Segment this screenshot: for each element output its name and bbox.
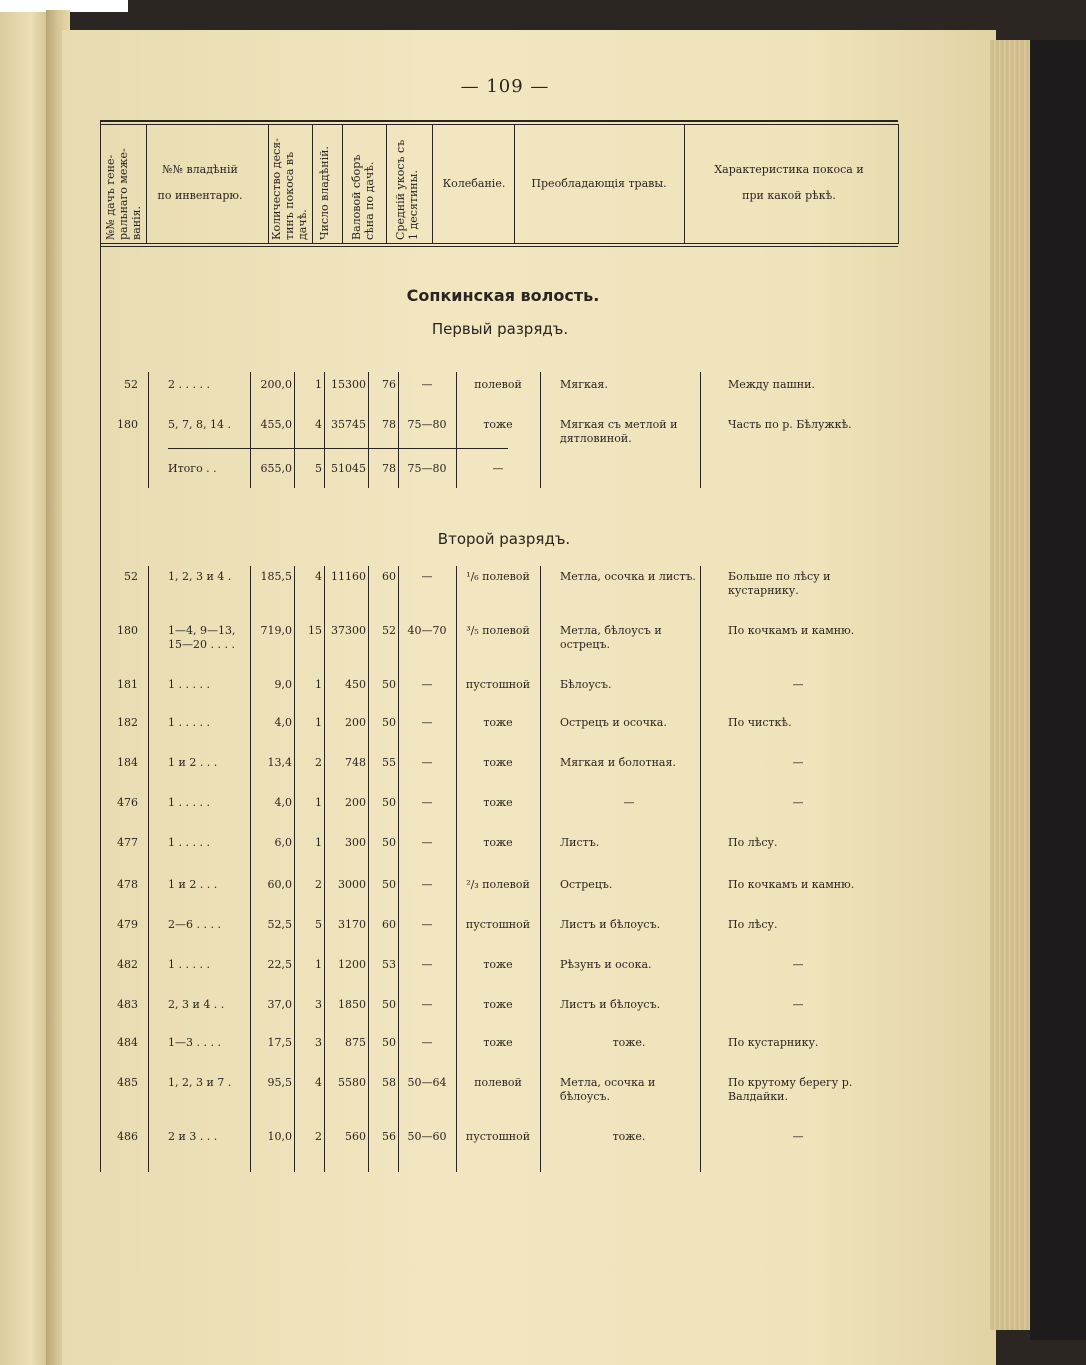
rank2-row-4-dacha: 184 <box>117 756 138 769</box>
rank2-row-4-ukos: 55 <box>382 756 396 769</box>
rank2-row-1-desyatin: 719,0 <box>260 624 292 637</box>
rank1-total-rod: — <box>492 462 504 475</box>
rank2-row-13-desyatin: 10,0 <box>267 1130 292 1143</box>
rank2-row-11-travy: тоже. <box>612 1036 646 1049</box>
rank2-row-11-sbor: 875 <box>345 1036 366 1049</box>
rank1-row-0-chislo: 1 <box>315 378 322 391</box>
rank2-row-9-desyatin: 22,5 <box>267 958 292 971</box>
total-rule <box>168 448 508 449</box>
rank2-row-2-rod: пустошной <box>465 678 531 691</box>
rank2-row-12-harakteristika: По крутому берегу р. Валдайки. <box>728 1076 853 1103</box>
rank2-row-4-desyatin: 13,4 <box>267 756 292 769</box>
rank2-row-5-rod: тоже <box>483 796 513 809</box>
book-cover <box>1030 40 1086 1340</box>
rank1-row-1-kolebanie: 75—80 <box>407 418 447 431</box>
rank2-row-2-vladeniya: 1 . . . . . <box>168 678 210 691</box>
rank1-row-1-vladeniya: 5, 7, 8, 14 . <box>168 418 231 431</box>
rank2-row-11-dacha: 484 <box>117 1036 138 1049</box>
rank2-row-5-travy: — <box>623 796 635 809</box>
rank2-row-3-dacha: 182 <box>117 716 138 729</box>
rank1-row-1-ukos: 78 <box>382 418 396 431</box>
rank2-row-12-desyatin: 95,5 <box>267 1076 292 1089</box>
rank2-row-9-vladeniya: 1 . . . . . <box>168 958 210 971</box>
rank2-row-2-chislo: 1 <box>315 678 322 691</box>
rank2-row-9-travy: Рѣзунъ и осока. <box>560 958 652 971</box>
header-inventar: по инвентарю. <box>157 189 243 202</box>
header-kolebanie: Колебаніе. <box>442 177 506 190</box>
rank1-total-sbor: 51045 <box>331 462 366 475</box>
rank2-row-6-vladeniya: 1 . . . . . <box>168 836 210 849</box>
rank2-row-8-harakteristika: По лѣсу. <box>728 918 778 931</box>
rank2-row-7-kolebanie: — <box>421 878 433 891</box>
rank2-row-12-chislo: 4 <box>315 1076 322 1089</box>
rank1-total-ukos: 78 <box>382 462 396 475</box>
rank2-row-12-vladeniya: 1, 2, 3 и 7 . <box>168 1076 232 1089</box>
rank2-col-rule-7 <box>540 566 541 1172</box>
rank2-row-11-rod: тоже <box>483 1036 513 1049</box>
rank2-row-4-travy: Мягкая и болотная. <box>560 756 676 769</box>
rank2-row-13-rod: пустошной <box>465 1130 531 1143</box>
rank2-row-6-chislo: 1 <box>315 836 322 849</box>
rank2-row-13-chislo: 2 <box>315 1130 322 1143</box>
rank1-col-rule-2 <box>294 372 295 488</box>
rank2-col-rule-6 <box>456 566 457 1172</box>
rank2-row-0-chislo: 4 <box>315 570 322 583</box>
rank2-row-6-sbor: 300 <box>345 836 366 849</box>
rank1-title: Первый разрядъ. <box>431 320 569 338</box>
rank2-row-3-desyatin: 4,0 <box>274 716 292 729</box>
rank2-row-8-chislo: 5 <box>315 918 322 931</box>
header-dacha: №№ дачъ гене- ральнаго меже- ванія. <box>104 148 143 240</box>
rank2-row-1-dacha: 180 <box>117 624 138 637</box>
rank2-row-0-rod: ¹/₆ полевой <box>466 570 530 583</box>
rank2-row-1-kolebanie: 40—70 <box>407 624 447 637</box>
rank1-row-0-desyatin: 200,0 <box>260 378 292 391</box>
rank2-title: Второй разрядъ. <box>437 530 571 548</box>
rank2-row-10-rod: тоже <box>483 998 513 1011</box>
rank2-row-10-chislo: 3 <box>315 998 322 1011</box>
rank2-row-11-harakteristika: По кустарнику. <box>728 1036 819 1049</box>
rank2-row-10-ukos: 50 <box>382 998 396 1011</box>
rank2-row-0-vladeniya: 1, 2, 3 и 4 . <box>168 570 232 583</box>
rank2-row-8-desyatin: 52,5 <box>267 918 292 931</box>
rank2-row-11-kolebanie: — <box>421 1036 433 1049</box>
rank2-row-4-kolebanie: — <box>421 756 433 769</box>
table-top-rule <box>100 120 898 122</box>
rank2-row-0-harakteristika: Больше по лѣсу и кустарнику. <box>728 570 831 597</box>
rank2-row-2-travy: Бѣлоусъ. <box>560 678 612 691</box>
rank2-row-7-travy: Острецъ. <box>560 878 613 891</box>
rank1-row-0-vladeniya: 2 . . . . . <box>168 378 210 391</box>
rank1-row-0-sbor: 15300 <box>331 378 366 391</box>
rank1-col-rule-1 <box>250 372 251 488</box>
rank1-row-0-harakteristika: Между пашни. <box>728 378 815 391</box>
rank2-row-10-travy: Листъ и бѣлоусъ. <box>560 998 661 1011</box>
header-bottom-rule-2 <box>100 246 898 247</box>
rank2-row-13-kolebanie: 50—60 <box>407 1130 447 1143</box>
header-col-rule-1 <box>146 124 147 244</box>
rank2-row-0-dacha: 52 <box>124 570 138 583</box>
rank2-row-7-harakteristika: По кочкамъ и камню. <box>728 878 855 891</box>
rank2-row-9-dacha: 482 <box>117 958 138 971</box>
rank2-row-1-rod: ³/₅ полевой <box>466 624 530 637</box>
rank2-row-12-kolebanie: 50—64 <box>407 1076 447 1089</box>
rank2-col-rule-0 <box>148 566 149 1172</box>
rank1-col-rule-3 <box>324 372 325 488</box>
rank2-row-12-travy: Метла, осочка и бѣлоусъ. <box>560 1076 656 1103</box>
rank2-row-8-vladeniya: 2—6 . . . . <box>168 918 221 931</box>
rank2-row-5-dacha: 476 <box>117 796 138 809</box>
rank2-row-5-harakteristika: — <box>792 796 804 809</box>
rank2-row-5-vladeniya: 1 . . . . . <box>168 796 210 809</box>
rank2-row-12-sbor: 5580 <box>338 1076 366 1089</box>
rank2-row-1-sbor: 37300 <box>331 624 366 637</box>
header-col-rule-5 <box>386 124 387 244</box>
rank2-row-4-harakteristika: — <box>792 756 804 769</box>
rank1-col-rule-5 <box>398 372 399 488</box>
rank2-row-8-travy: Листъ и бѣлоусъ. <box>560 918 661 931</box>
rank2-row-11-ukos: 50 <box>382 1036 396 1049</box>
rank2-row-10-vladeniya: 2, 3 и 4 . . <box>168 998 225 1011</box>
header-desyatin: Количество деся- тинъ покоса въ дачѣ. <box>270 138 309 240</box>
rank2-row-2-dacha: 181 <box>117 678 138 691</box>
header-ukos: Средній укосъ съ 1 десятины. <box>394 139 420 240</box>
rank2-row-9-ukos: 53 <box>382 958 396 971</box>
rank2-row-3-rod: тоже <box>483 716 513 729</box>
rank1-row-1-desyatin: 455,0 <box>260 418 292 431</box>
rank2-row-1-ukos: 52 <box>382 624 396 637</box>
header-col-rule-2 <box>268 124 269 244</box>
rank2-row-3-harakteristika: По чисткѣ. <box>728 716 792 729</box>
rank2-row-8-rod: пустошной <box>465 918 531 931</box>
rank2-row-9-harakteristika: — <box>792 958 804 971</box>
rank2-row-3-chislo: 1 <box>315 716 322 729</box>
left-page-edge <box>0 0 52 1365</box>
rank1-total-chislo: 5 <box>315 462 322 475</box>
header-reka: при какой рѣкѣ. <box>742 189 836 202</box>
rank1-col-rule-8 <box>700 372 701 488</box>
rank2-row-13-travy: тоже. <box>612 1130 646 1143</box>
rank1-col-rule-7 <box>540 372 541 488</box>
volost-title: Сопкинская волость. <box>406 286 600 305</box>
rank2-row-0-kolebanie: — <box>421 570 433 583</box>
rank2-row-5-ukos: 50 <box>382 796 396 809</box>
rank2-row-7-rod: ²/₃ полевой <box>466 878 530 891</box>
rank2-row-7-desyatin: 60,0 <box>267 878 292 891</box>
rank1-row-1-travy: Мягкая съ метлой и дятловиной. <box>560 418 678 445</box>
rank2-row-9-sbor: 1200 <box>338 958 366 971</box>
rank2-row-0-travy: Метла, осочка и листъ. <box>560 570 696 583</box>
rank2-row-2-desyatin: 9,0 <box>274 678 292 691</box>
header-vladeniy: №№ владѣній <box>162 163 238 176</box>
rank2-row-11-chislo: 3 <box>315 1036 322 1049</box>
rank2-row-7-ukos: 50 <box>382 878 396 891</box>
rank1-row-1-dacha: 180 <box>117 418 138 431</box>
rank1-row-0-dacha: 52 <box>124 378 138 391</box>
rank2-row-10-sbor: 1850 <box>338 998 366 1011</box>
rank1-row-0-ukos: 76 <box>382 378 396 391</box>
header-sbor: Валовой сборъ сѣна по дачѣ. <box>350 154 376 240</box>
rank2-row-3-vladeniya: 1 . . . . . <box>168 716 210 729</box>
rank1-col-rule-6 <box>456 372 457 488</box>
rank2-row-7-vladeniya: 1 и 2 . . . <box>168 878 218 891</box>
rank2-row-12-dacha: 485 <box>117 1076 138 1089</box>
rank2-row-0-desyatin: 185,5 <box>260 570 292 583</box>
rank2-row-9-kolebanie: — <box>421 958 433 971</box>
header-col-rule-8 <box>684 124 685 244</box>
rank2-row-5-chislo: 1 <box>315 796 322 809</box>
rank2-row-7-chislo: 2 <box>315 878 322 891</box>
rank2-row-13-harakteristika: — <box>792 1130 804 1143</box>
rank1-row-1-harakteristika: Часть по р. Бѣлужкѣ. <box>728 418 852 431</box>
rank2-row-4-sbor: 748 <box>345 756 366 769</box>
rank1-row-0-travy: Мягкая. <box>560 378 608 391</box>
rank2-row-5-sbor: 200 <box>345 796 366 809</box>
rank2-row-12-rod: полевой <box>474 1076 522 1089</box>
rank2-row-6-desyatin: 6,0 <box>274 836 292 849</box>
rank2-row-6-dacha: 477 <box>117 836 138 849</box>
rank2-row-6-ukos: 50 <box>382 836 396 849</box>
rank2-row-4-chislo: 2 <box>315 756 322 769</box>
rank2-row-8-ukos: 60 <box>382 918 396 931</box>
rank2-col-rule-1 <box>250 566 251 1172</box>
rank2-row-13-vladeniya: 2 и 3 . . . <box>168 1130 218 1143</box>
header-col-rule-6 <box>432 124 433 244</box>
rank2-col-rule-2 <box>294 566 295 1172</box>
rank2-row-0-sbor: 11160 <box>331 570 366 583</box>
rank2-row-7-sbor: 3000 <box>338 878 366 891</box>
header-col-rule-4 <box>342 124 343 244</box>
rank2-col-rule-5 <box>398 566 399 1172</box>
rank2-row-2-harakteristika: — <box>792 678 804 691</box>
rank1-row-1-chislo: 4 <box>315 418 322 431</box>
rank2-row-3-ukos: 50 <box>382 716 396 729</box>
rank2-row-1-travy: Метла, бѣлоусъ и острецъ. <box>560 624 662 651</box>
rank1-row-0-rod: полевой <box>474 378 522 391</box>
rank2-row-9-rod: тоже <box>483 958 513 971</box>
rank2-row-7-dacha: 478 <box>117 878 138 891</box>
rank2-row-3-kolebanie: — <box>421 716 433 729</box>
rank2-row-13-ukos: 56 <box>382 1130 396 1143</box>
rank2-row-2-sbor: 450 <box>345 678 366 691</box>
rank2-row-10-dacha: 483 <box>117 998 138 1011</box>
rank2-row-1-harakteristika: По кочкамъ и камню. <box>728 624 855 637</box>
rank2-col-rule-4 <box>368 566 369 1172</box>
rank2-row-0-ukos: 60 <box>382 570 396 583</box>
rank2-col-rule-8 <box>700 566 701 1172</box>
rank1-row-0-kolebanie: — <box>421 378 433 391</box>
rank2-row-10-kolebanie: — <box>421 998 433 1011</box>
header-harakteristika: Характеристика покоса и <box>714 163 864 176</box>
page-number: — 109 — <box>460 76 550 97</box>
rank1-total-desyatin: 655,0 <box>260 462 292 475</box>
rank2-row-13-sbor: 560 <box>345 1130 366 1143</box>
rank2-row-6-travy: Листъ. <box>560 836 600 849</box>
rank2-row-10-harakteristika: — <box>792 998 804 1011</box>
rank2-row-10-desyatin: 37,0 <box>267 998 292 1011</box>
table-top-rule-thin <box>100 124 898 125</box>
header-travy: Преобладающія травы. <box>531 177 667 190</box>
rank2-row-1-vladeniya: 1—4, 9—13, 15—20 . . . . <box>168 624 236 651</box>
rank2-row-4-rod: тоже <box>483 756 513 769</box>
rank2-row-8-kolebanie: — <box>421 918 433 931</box>
rank2-row-11-vladeniya: 1—3 . . . . <box>168 1036 221 1049</box>
header-col-rule-9 <box>898 124 899 244</box>
rank2-row-3-sbor: 200 <box>345 716 366 729</box>
book-page <box>62 30 996 1365</box>
rank2-row-9-chislo: 1 <box>315 958 322 971</box>
rank2-row-5-kolebanie: — <box>421 796 433 809</box>
rank2-col-rule-3 <box>324 566 325 1172</box>
rank1-col-rule-4 <box>368 372 369 488</box>
rank1-total-kolebanie: 75—80 <box>407 462 447 475</box>
rank1-row-1-rod: тоже <box>483 418 513 431</box>
rank2-row-5-desyatin: 4,0 <box>274 796 292 809</box>
rank2-row-3-travy: Острецъ и осочка. <box>560 716 667 729</box>
rank2-row-6-kolebanie: — <box>421 836 433 849</box>
rank2-row-1-chislo: 15 <box>308 624 322 637</box>
rank2-row-13-dacha: 486 <box>117 1130 138 1143</box>
rank2-row-11-desyatin: 17,5 <box>267 1036 292 1049</box>
rank2-row-8-dacha: 479 <box>117 918 138 931</box>
header-col-rule-3 <box>312 124 313 244</box>
rank2-row-8-sbor: 3170 <box>338 918 366 931</box>
header-bottom-rule <box>100 243 898 244</box>
header-chislo: Число владѣній. <box>318 146 331 240</box>
rank1-total-label: Итого . . <box>168 462 217 475</box>
table-left-rule <box>100 120 101 1172</box>
rank1-col-rule-0 <box>148 372 149 488</box>
rank1-row-1-sbor: 35745 <box>331 418 366 431</box>
rank2-row-6-rod: тоже <box>483 836 513 849</box>
rank2-row-6-harakteristika: По лѣсу. <box>728 836 778 849</box>
rank2-row-4-vladeniya: 1 и 2 . . . <box>168 756 218 769</box>
rank2-row-2-ukos: 50 <box>382 678 396 691</box>
rank2-row-12-ukos: 58 <box>382 1076 396 1089</box>
rank2-row-2-kolebanie: — <box>421 678 433 691</box>
